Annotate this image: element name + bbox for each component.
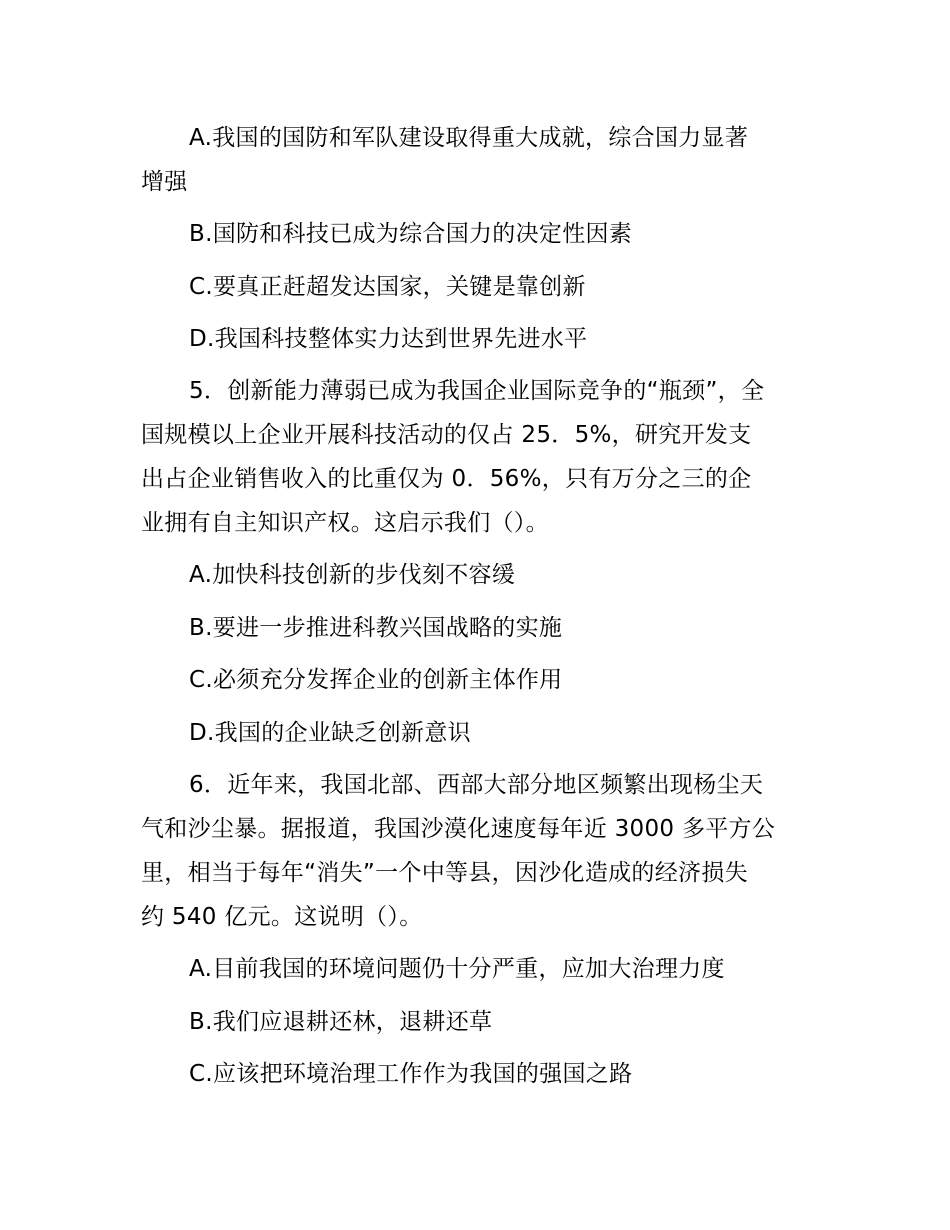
q5-option-a: A.加快科技创新的步伐刻不容缓 xyxy=(189,562,516,588)
q5-stem-line3: 出占企业销售收入的比重仅为 0．56%，只有万分之三的企 xyxy=(141,466,752,492)
q4-option-d: D.我国科技整体实力达到世界先进水平 xyxy=(189,326,588,352)
q6-option-a: A.目前我国的环境问题仍十分严重，应加大治理力度 xyxy=(189,956,725,982)
q5-stem-line2: 国规模以上企业开展科技活动的仅占 25．5%，研究开发支 xyxy=(141,422,752,448)
q6-stem-line1: 6．近年来，我国北部、西部大部分地区频繁出现杨尘天 xyxy=(189,772,764,798)
q4-option-a-line2: 增强 xyxy=(141,169,188,195)
q6-option-b: B.我们应退耕还林，退耕还草 xyxy=(189,1009,493,1035)
q5-stem-line4: 业拥有自主知识产权。这启示我们（）。 xyxy=(141,510,549,536)
q6-stem-line4: 约 540 亿元。这说明（）。 xyxy=(141,904,423,930)
q4-option-b: B.国防和科技已成为综合国力的决定性因素 xyxy=(189,221,633,247)
q6-stem-line2: 气和沙尘暴。据报道，我国沙漠化速度每年近 3000 多平方公 xyxy=(141,816,776,842)
q5-option-c: C.必须充分发挥企业的创新主体作用 xyxy=(189,667,563,693)
q4-option-a-line1: A.我国的国防和军队建设取得重大成就，综合国力显著 xyxy=(189,125,749,151)
q5-stem-line1: 5．创新能力薄弱已成为我国企业国际竞争的“瓶颈”，全 xyxy=(189,378,765,404)
q6-option-c: C.应该把环境治理工作作为我国的强国之路 xyxy=(189,1061,633,1087)
q5-option-b: B.要进一步推进科教兴国战略的实施 xyxy=(189,615,563,641)
q4-option-c: C.要真正赶超发达国家，关键是靠创新 xyxy=(189,274,586,300)
q5-option-d: D.我国的企业缺乏创新意识 xyxy=(189,720,471,746)
q6-stem-line3: 里，相当于每年“消失”一个中等县，因沙化造成的经济损失 xyxy=(141,860,748,886)
